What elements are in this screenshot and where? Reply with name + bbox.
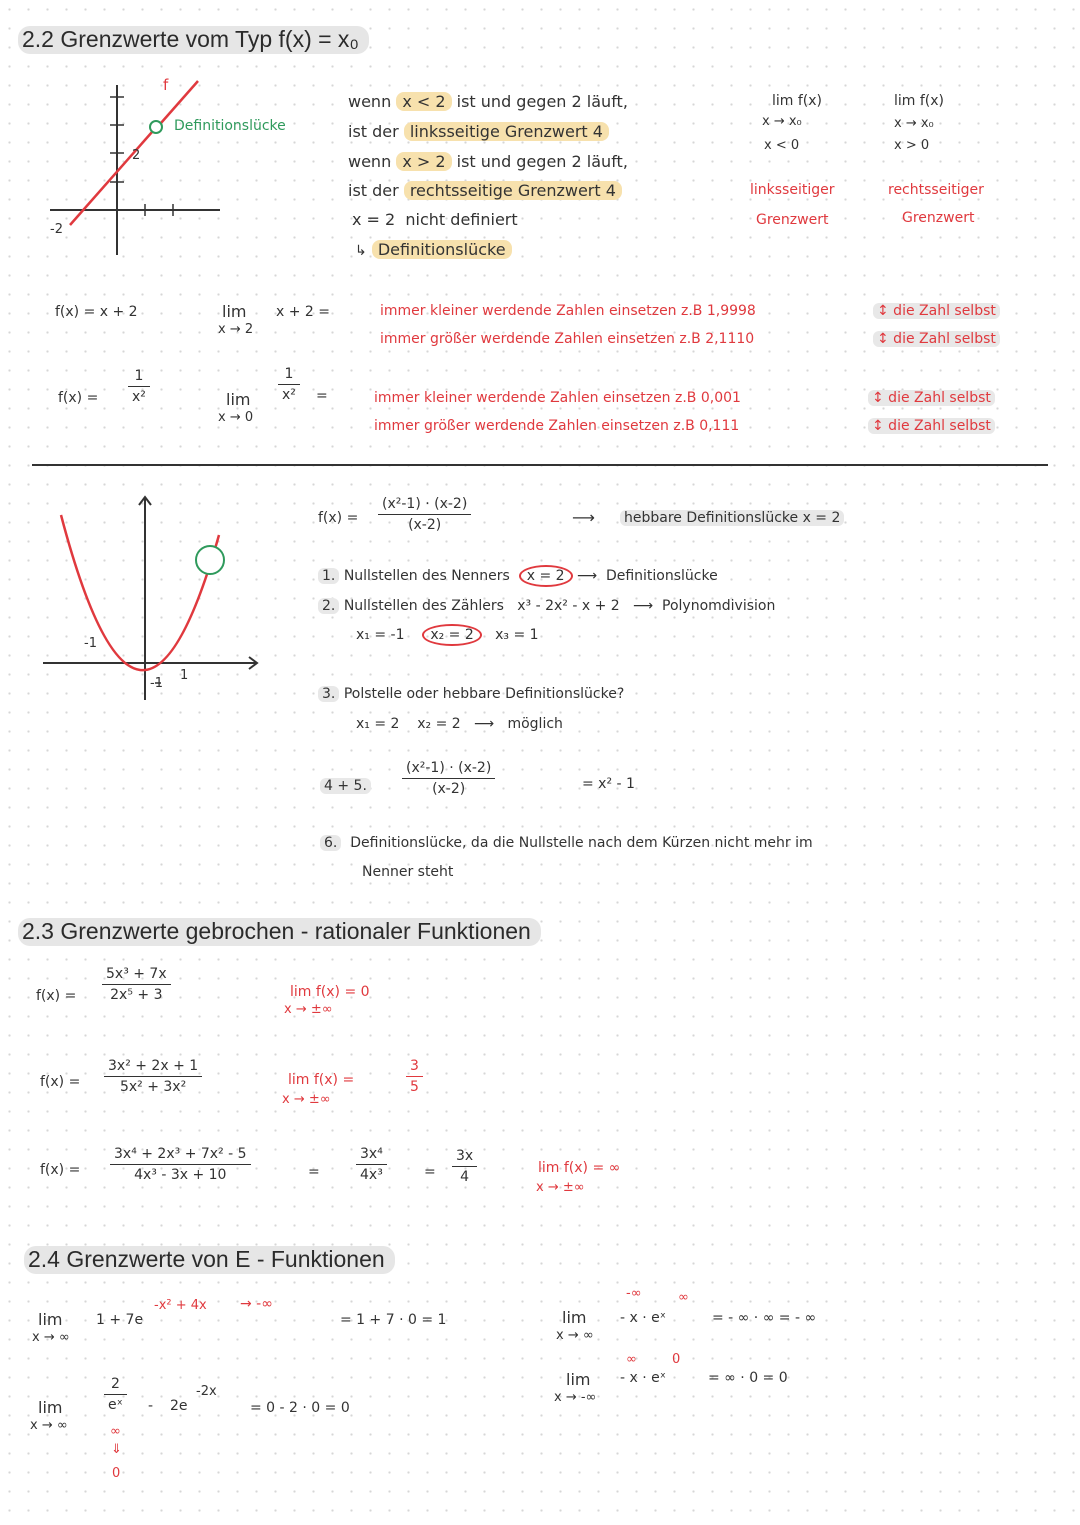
ex1-note1: immer kleiner werdende Zahlen einsetzen z.B 1,9998: [380, 303, 756, 319]
r3-fraction: 3x⁴ + 2x³ + 7x² - 5 4x³ - 3x + 10: [110, 1146, 251, 1183]
note-line-4: ist der rechtsseitige Grenzwert 4: [348, 181, 622, 200]
ex1-note1b: ↕ die Zahl selbst: [873, 303, 1000, 319]
e2-under-zero: 0: [112, 1466, 121, 1481]
e4-top2: 0: [672, 1352, 681, 1367]
right-limit-sub2: x > 0: [894, 138, 930, 153]
e3-expr: - x · eˣ: [620, 1310, 666, 1326]
e1-result: = 1 + 7 · 0 = 1: [340, 1312, 447, 1328]
e1-expr: 1 + 7e: [96, 1312, 144, 1328]
ex2-note2: immer größer werdende Zahlen einsetzen z.B 0,111: [374, 418, 740, 434]
section-divider: [32, 464, 1048, 466]
e1-exp: -x² + 4x: [154, 1298, 207, 1313]
step6-cont: Nenner steht: [362, 864, 454, 880]
e3-result: = - ∞ · ∞ = - ∞: [712, 1310, 817, 1326]
ex2-eq: =: [316, 388, 328, 404]
right-limit-lim: lim f(x): [894, 93, 945, 109]
left-limit-lim: lim f(x): [772, 93, 823, 109]
e4-lim-sub: x → -∞: [554, 1390, 597, 1405]
hebbar-arrow: ⟶: [572, 508, 595, 527]
ex2-note1b: ↕ die Zahl selbst: [868, 390, 995, 406]
e2-exp2: -2x: [196, 1384, 217, 1399]
step2-roots: x₁ = -1 x₂ = 2 x₃ = 1: [356, 627, 539, 643]
e4-top1: ∞: [626, 1352, 637, 1367]
step45-fraction: (x²-1) · (x-2) (x-2): [402, 760, 495, 797]
r2-lim-fraction: 3 5: [406, 1058, 423, 1095]
ex2-lim-sub: x → 0: [218, 410, 254, 425]
e4-result: = ∞ · 0 = 0: [708, 1370, 788, 1386]
right-limit-label1: rechtsseitiger: [888, 182, 984, 198]
e1-lim: lim: [38, 1310, 63, 1329]
hebbar-fraction: (x²-1) · (x-2) (x-2): [378, 496, 471, 533]
note-line-1: wenn x < 2 ist und gegen 2 läuft,: [348, 92, 628, 111]
e2-minus: -: [148, 1398, 154, 1414]
note-line-5: x = 2 nicht definiert: [352, 210, 518, 229]
ex2-f: f(x) =: [58, 390, 99, 406]
graph1-gap-label: Definitionslücke: [174, 118, 286, 134]
section-title-2-2: 2.2 Grenzwerte vom Typ f(x) = x₀: [18, 26, 369, 53]
step1: 1. Nullstellen des Nenners x = 2 ⟶ Definitionslücke: [318, 568, 718, 584]
ex1-function: f(x) = x + 2: [55, 304, 138, 320]
hebbar-f: f(x) =: [318, 510, 359, 526]
e2-under-inf: ∞: [110, 1424, 121, 1439]
note-line-3: wenn x > 2 ist und gegen 2 läuft,: [348, 152, 628, 171]
parabola-label-minus1y: -1: [150, 676, 163, 691]
e3-top2: ∞: [678, 1290, 689, 1305]
r3-eq2: =: [424, 1164, 436, 1180]
ex2-note2b: ↕ die Zahl selbst: [868, 418, 995, 434]
e4-expr: - x · eˣ: [620, 1370, 666, 1386]
note-line-2: ist der linksseitige Grenzwert 4: [348, 122, 609, 141]
ex2-lim: lim: [226, 390, 251, 409]
r1-lim-sub: x → ±∞: [284, 1002, 333, 1017]
parabola-label-minus1: -1: [84, 636, 97, 651]
e3-lim-sub: x → ∞: [556, 1328, 594, 1343]
right-limit-label2: Grenzwert: [902, 210, 975, 226]
graph1-f-label: f: [163, 76, 169, 94]
r2-lim: lim f(x) =: [288, 1072, 355, 1088]
e3-lim: lim: [562, 1308, 587, 1327]
r1-f: f(x) =: [36, 988, 77, 1004]
e2-result: = 0 - 2 · 0 = 0: [250, 1400, 350, 1416]
ex2-note1: immer kleiner werdende Zahlen einsetzen z.B 0,001: [374, 390, 741, 406]
e2-expr2: 2e: [170, 1398, 188, 1414]
ex2-fraction: 1 x²: [128, 368, 150, 405]
e2-fraction: 2 eˣ: [104, 1376, 127, 1413]
e3-top1: -∞: [626, 1286, 642, 1301]
r3-fraction3: 3x 4: [452, 1148, 477, 1185]
r3-lim-sub: x → ±∞: [536, 1180, 585, 1195]
ex1-lim: lim: [222, 302, 247, 321]
left-limit-sub1: x → x₀: [762, 114, 802, 129]
section-title-2-4: 2.4 Grenzwerte von E - Funktionen: [24, 1246, 395, 1273]
graph1-label-minus-two: -2: [50, 222, 63, 237]
step3-roots: x₁ = 2 x₂ = 2 ⟶ möglich: [356, 716, 563, 732]
e2-lim: lim: [38, 1398, 63, 1417]
step3: 3. Polstelle oder hebbare Definitionslücke?: [318, 686, 624, 702]
parabola-label-plus1: 1: [180, 668, 189, 683]
note-line-6: ↳ Definitionslücke: [355, 240, 512, 259]
r1-lim: lim f(x) = 0: [290, 984, 370, 1000]
r2-fraction: 3x² + 2x + 1 5x² + 3x²: [104, 1058, 202, 1095]
ex1-note2b: ↕ die Zahl selbst: [873, 331, 1000, 347]
right-limit-sub1: x → x₀: [894, 116, 934, 131]
step45-result: = x² - 1: [582, 776, 635, 792]
step2: 2. Nullstellen des Zählers x³ - 2x² - x + 2 ⟶ Polynomdivision: [318, 598, 775, 614]
e4-lim: lim: [566, 1370, 591, 1389]
r2-f: f(x) =: [40, 1074, 81, 1090]
step45-label: 4 + 5.: [320, 778, 371, 794]
e1-lim-sub: x → ∞: [32, 1330, 70, 1345]
section-title-2-3: 2.3 Grenzwerte gebrochen - rationaler Funktionen: [18, 918, 541, 945]
r1-fraction: 5x³ + 7x 2x⁵ + 3: [102, 966, 171, 1003]
ex1-expr: x + 2 =: [276, 304, 331, 320]
left-limit-label1: linksseitiger: [750, 182, 835, 198]
e2-lim-sub: x → ∞: [30, 1418, 68, 1433]
r3-f: f(x) =: [40, 1162, 81, 1178]
r3-eq1: =: [308, 1164, 320, 1180]
e1-arrow: → -∞: [240, 1296, 273, 1312]
ex1-note2: immer größer werdende Zahlen einsetzen z.B 2,1110: [380, 331, 755, 347]
left-limit-label2: Grenzwert: [756, 212, 829, 228]
r2-lim-sub: x → ±∞: [282, 1092, 331, 1107]
graph-linear: [40, 75, 330, 265]
hebbar-result: hebbare Definitionslücke x = 2: [620, 510, 844, 526]
r3-fraction2: 3x⁴ 4x³: [356, 1146, 387, 1183]
ex1-lim-sub: x → 2: [218, 322, 254, 337]
r3-lim: lim f(x) = ∞: [538, 1160, 621, 1176]
e2-under-arrow: ⇓: [111, 1442, 122, 1457]
ex2-lim-fraction: 1 x²: [278, 366, 300, 403]
graph1-label-two: 2: [132, 148, 141, 163]
left-limit-sub2: x < 0: [764, 138, 800, 153]
step6: 6. Definitionslücke, da die Nullstelle nach dem Kürzen nicht mehr im: [320, 835, 813, 851]
